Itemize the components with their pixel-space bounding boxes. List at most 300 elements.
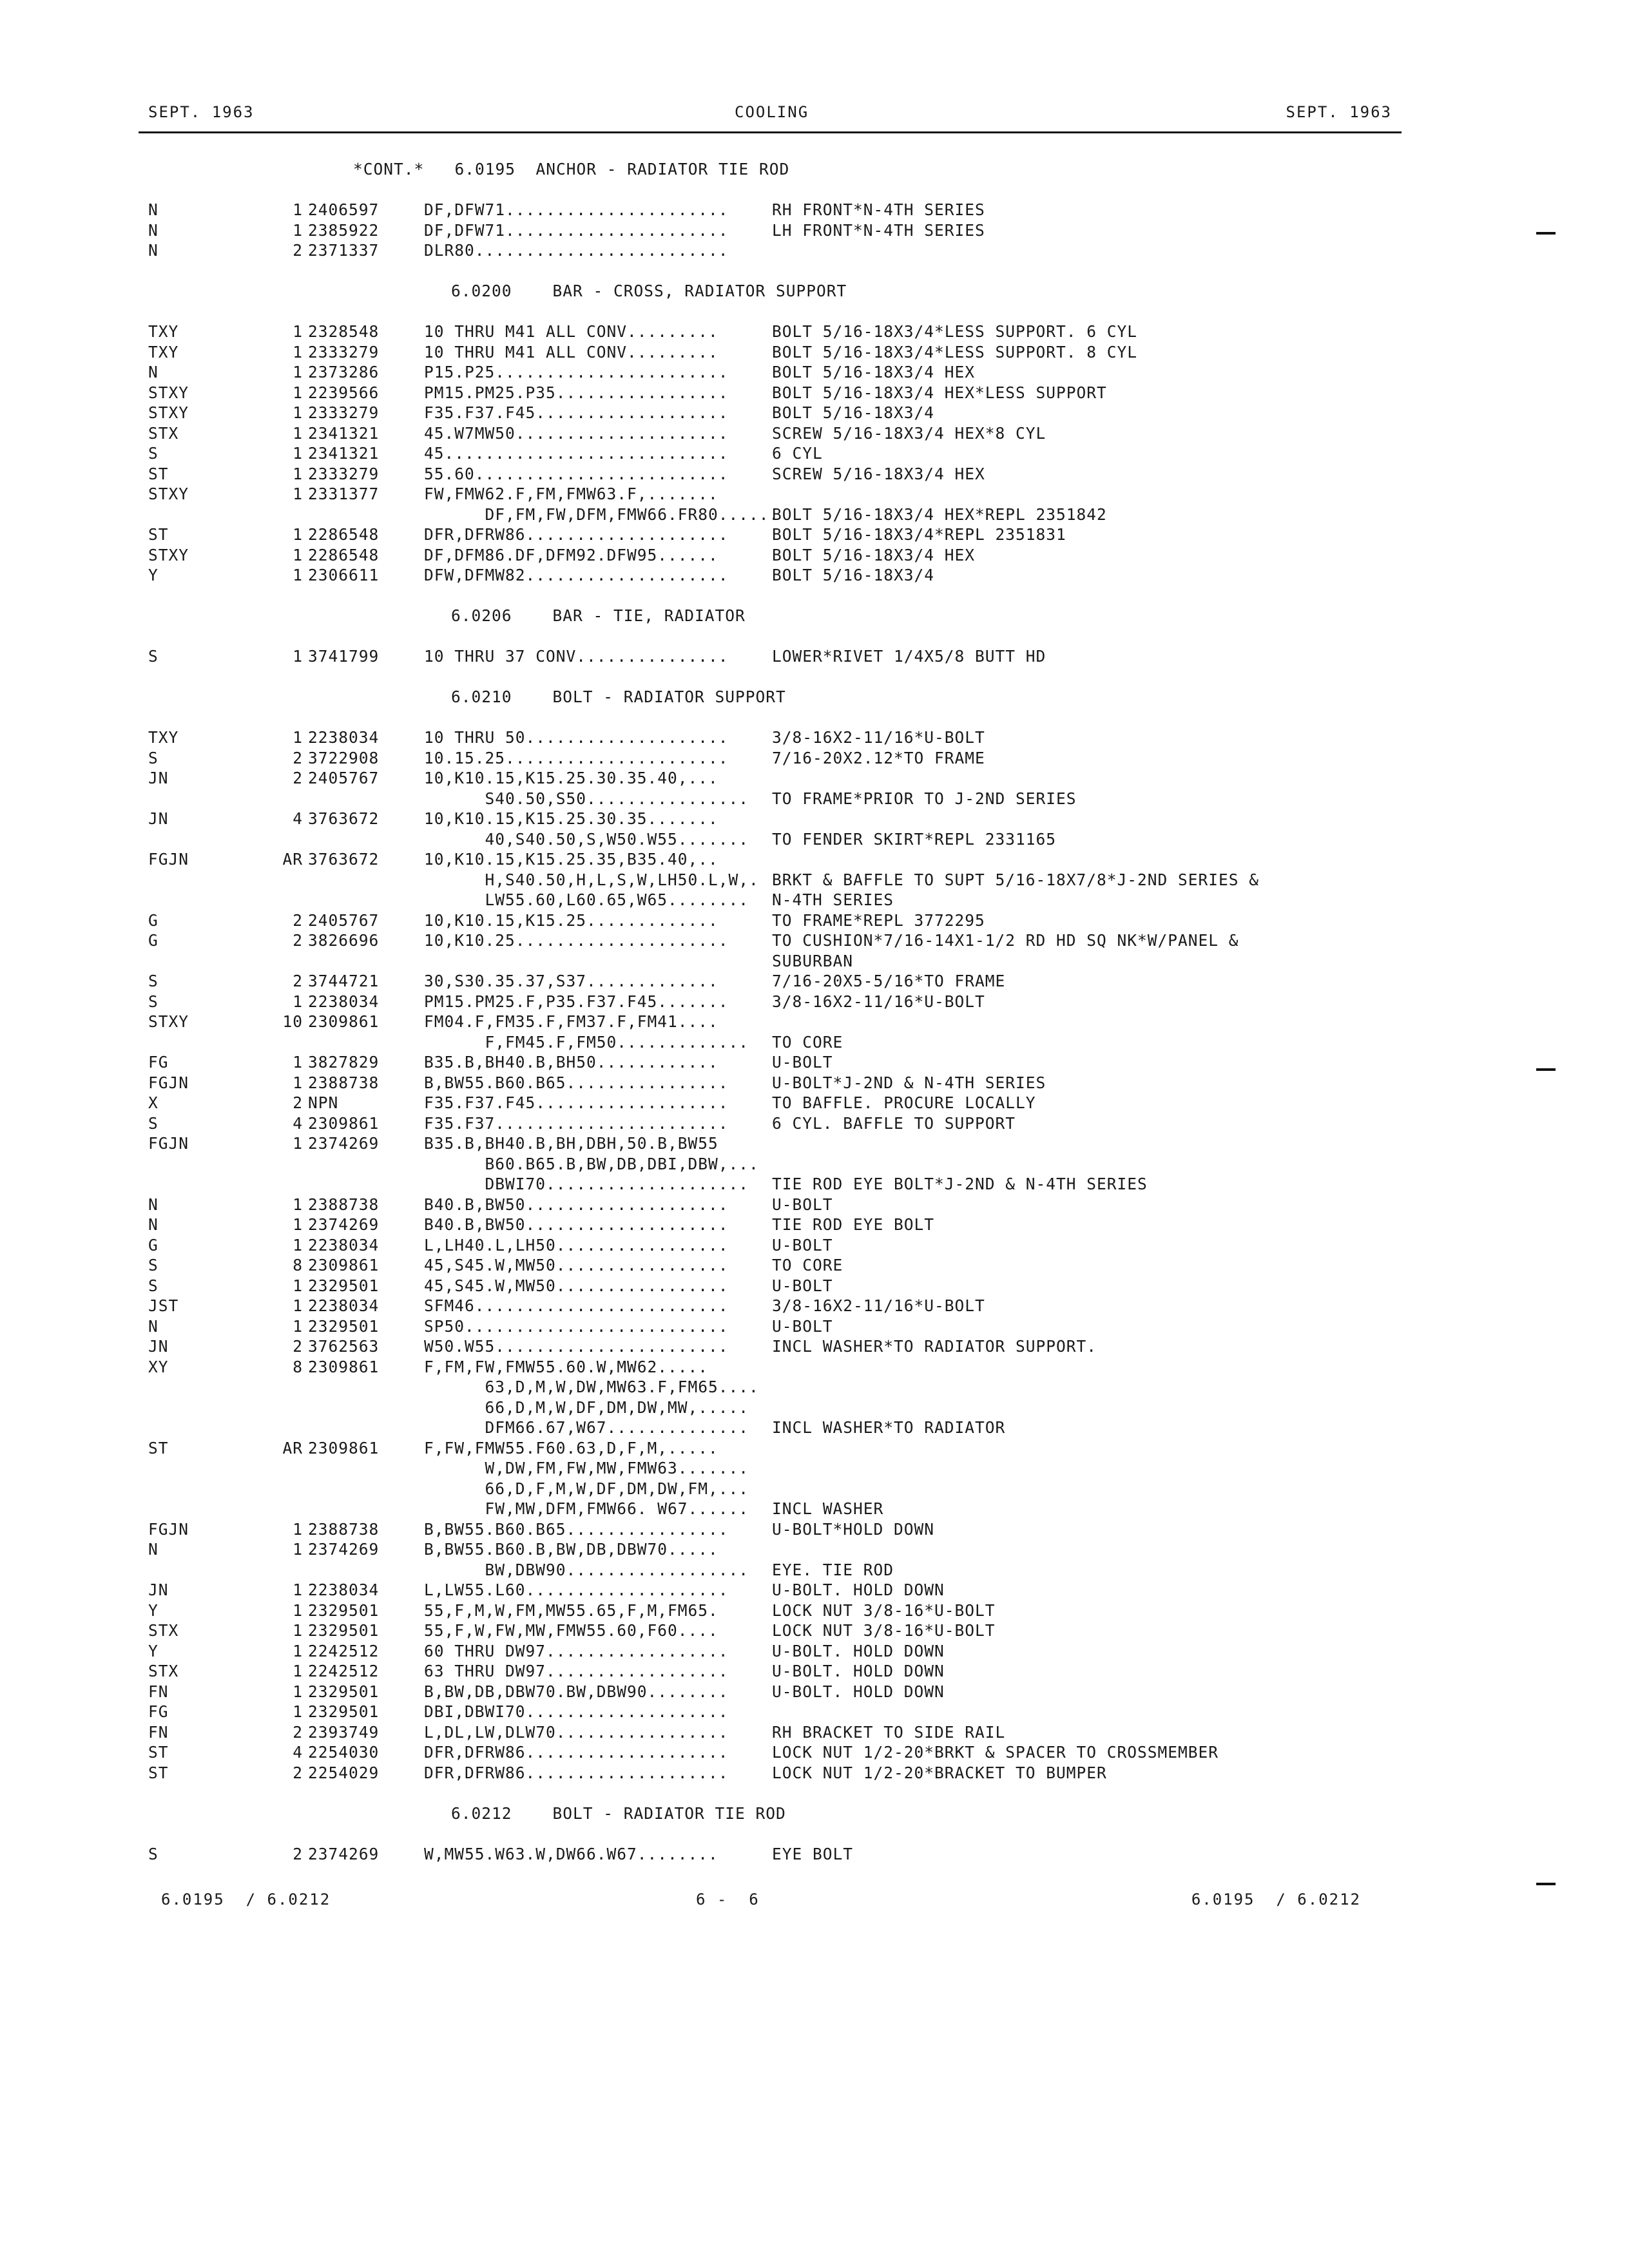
parts-row [0,220,1629,241]
model-applicability: F,FM45.F,FM50............. [424,1032,749,1052]
quantity: 10 [282,1012,303,1031]
model-applicability: 55,F,M,W,FM,MW55.65,F,M,FM65. [424,1600,718,1620]
quantity: 2 [293,748,303,767]
part-number: 2238034 [308,1296,380,1315]
model-applicability: 10.15.25...................... [424,748,729,767]
part-number: 2329501 [308,1600,380,1620]
parts-row [0,1661,1629,1682]
part-description: TO CORE [772,1256,843,1274]
section-title: 6.0210 BOLT - RADIATOR SUPPORT [451,687,786,706]
part-description: BOLT 5/16-18X3/4*LESS SUPPORT. 8 CYL [772,342,1138,361]
parts-row [0,1215,1629,1235]
model-code: JN [148,809,169,828]
parts-list [0,159,1629,1864]
model-code: TXY [148,728,179,747]
part-number: 2238034 [308,1235,380,1254]
parts-row [0,464,1629,485]
quantity: 1 [293,992,303,1011]
quantity: 1 [293,1600,303,1620]
quantity: 1 [293,403,303,422]
part-description: INCL WASHER*TO RADIATOR [772,1418,1006,1437]
model-code: STXY [148,383,189,402]
model-applicability: DFR,DFRW86.................... [424,1743,729,1762]
quantity: 1 [293,728,303,747]
model-code: G [148,910,159,930]
part-number: 2238034 [308,992,380,1011]
footer-range-right: 6.0195 / 6.0212 [1191,1890,1361,1908]
margin-mark [1536,1883,1556,1885]
parts-row [0,443,1629,464]
quantity: 1 [293,1215,303,1234]
quantity: 1 [293,1134,303,1153]
model-code: TXY [148,342,179,361]
model-code: N [148,241,159,260]
part-number: 2329501 [308,1682,380,1701]
parts-row [0,1580,1629,1600]
model-applicability: 10 THRU 37 CONV............... [424,647,729,666]
part-description: LH FRONT*N-4TH SERIES [772,220,985,240]
parts-row [0,1458,1629,1479]
quantity: 1 [293,525,303,544]
part-description: LOWER*RIVET 1/4X5/8 BUTT HD [772,647,1046,666]
part-number: NPN [308,1093,339,1112]
model-code: FGJN [148,850,189,869]
part-description: TO FRAME*REPL 3772295 [772,910,985,930]
page-header [148,98,1392,129]
parts-row [0,1336,1629,1357]
model-code: N [148,1215,159,1234]
model-code: G [148,1235,159,1254]
model-applicability: B,BW55.B60.B65................ [424,1073,729,1092]
part-number: 2393749 [308,1722,380,1742]
part-description: TO BAFFLE. PROCURE LOCALLY [772,1093,1036,1112]
part-number: 3741799 [308,647,380,666]
part-description: 3/8-16X2-11/16*U-BOLT [772,992,985,1011]
model-code: STXY [148,545,189,564]
section-heading [0,159,1629,180]
quantity: 1 [293,1519,303,1539]
model-applicability: 10,K10.15,K15.25............. [424,910,718,930]
model-applicability: 10 THRU M41 ALL CONV......... [424,322,718,341]
model-applicability: 66,D,M,W,DF,DM,DW,MW,..... [424,1398,749,1417]
model-applicability: SFM46......................... [424,1296,729,1315]
model-code: G [148,931,159,950]
model-applicability: 10,K10.15,K15.25.30.35....... [424,809,718,828]
parts-row [0,1276,1629,1296]
part-number: 2286548 [308,545,380,564]
model-applicability: 66,D,F,M,W,DF,DM,DW,FM,... [424,1479,749,1498]
quantity: 8 [293,1357,303,1376]
model-applicability: W,MW55.W63.W,DW66.W67........ [424,1844,718,1863]
quantity: 1 [293,1316,303,1336]
quantity: 1 [293,1702,303,1721]
quantity: 1 [293,1195,303,1214]
parts-row [0,1357,1629,1378]
model-applicability: F,FM,FW,FMW55.60.W,MW62..... [424,1357,709,1376]
parts-row [0,951,1629,972]
parts-row [0,789,1629,809]
part-number: 2242512 [308,1662,380,1680]
footer-range-left: 6.0195 / 6.0212 [161,1890,331,1908]
model-applicability: DLR80......................... [424,241,729,260]
part-description: U-BOLT [772,1235,833,1254]
blank-line [0,302,1629,322]
model-applicability: DF,DFW71...................... [424,200,729,219]
quantity: 1 [293,1581,303,1599]
quantity: 2 [293,1093,303,1112]
quantity: 2 [293,1337,303,1356]
part-description: BOLT 5/16-18X3/4 HEX*LESS SUPPORT [772,383,1107,402]
parts-row [0,1600,1629,1621]
model-code: ST [148,1438,169,1457]
blank-line [0,261,1629,282]
part-number: 2309861 [308,1438,380,1457]
part-description: BOLT 5/16-18X3/4 HEX*REPL 2351842 [772,505,1107,524]
model-code: S [148,1276,159,1295]
part-number: 2239566 [308,383,380,402]
parts-row [0,524,1629,545]
part-description: BRKT & BAFFLE TO SUPT 5/16-18X7/8*J-2ND SERIES & [772,870,1260,889]
part-description: 7/16-20X2.12*TO FRAME [772,748,985,767]
model-code: FGJN [148,1073,189,1092]
parts-row [0,1073,1629,1093]
parts-row [0,930,1629,951]
part-number: 3827829 [308,1053,380,1072]
quantity: 1 [293,1276,303,1295]
blank-line [0,626,1629,647]
parts-row [0,890,1629,910]
model-code: ST [148,1763,169,1782]
quantity: 1 [293,200,303,219]
model-applicability: PM15.PM25.F,P35.F37.F45....... [424,992,729,1011]
model-code: X [148,1093,159,1112]
part-description: BOLT 5/16-18X3/4 HEX [772,363,976,381]
parts-row [0,768,1629,789]
part-description: U-BOLT [772,1316,833,1336]
parts-row [0,403,1629,423]
section-heading [0,281,1629,302]
parts-row [0,1316,1629,1337]
parts-row [0,646,1629,667]
parts-row [0,1722,1629,1743]
model-applicability: SP50.......................... [424,1316,729,1336]
parts-row [0,992,1629,1012]
model-applicability: 60 THRU DW97.................. [424,1641,729,1660]
part-number: 2238034 [308,1581,380,1599]
part-number: 2309861 [308,1256,380,1274]
header-date-left: SEPT. 1963 [148,103,255,121]
part-description: U-BOLT [772,1276,833,1295]
quantity: 2 [293,1844,303,1863]
quantity: 1 [293,1053,303,1072]
parts-row [0,1195,1629,1215]
part-description: LOCK NUT 1/2-20*BRACKET TO BUMPER [772,1763,1107,1782]
parts-row [0,1682,1629,1702]
model-applicability: H,S40.50,H,L,S,W,LH50.L,W,. [424,870,759,889]
parts-row [0,1539,1629,1560]
quantity: 1 [293,220,303,240]
quantity: AR [282,1438,303,1457]
quantity: 4 [293,1113,303,1133]
quantity: 2 [293,1722,303,1742]
part-description: U-BOLT. HOLD DOWN [772,1641,945,1660]
model-code: FN [148,1682,169,1701]
model-code: JN [148,1337,169,1356]
model-code: S [148,992,159,1011]
quantity: AR [282,850,303,869]
part-description: U-BOLT*J-2ND & N-4TH SERIES [772,1073,1046,1092]
part-description: BOLT 5/16-18X3/4 HEX [772,545,976,564]
part-description: TO CUSHION*7/16-14X1-1/2 RD HD SQ NK*W/PANEL & [772,931,1239,950]
model-applicability: DBWI70.................... [424,1175,749,1193]
part-number: 2374269 [308,1134,380,1153]
parts-row [0,1418,1629,1438]
part-number: 3763672 [308,809,380,828]
quantity: 1 [293,1662,303,1680]
part-number: 2309861 [308,1012,380,1031]
model-applicability: DF,FM,FW,DFM,FMW66.FR80...... [424,505,780,524]
model-code: S [148,1844,159,1863]
model-applicability: 45,S45.W,MW50................. [424,1276,729,1295]
part-description: 6 CYL. BAFFLE TO SUPPORT [772,1113,1016,1133]
parts-row [0,484,1629,505]
part-number: 2309861 [308,1357,380,1376]
part-number: 2371337 [308,241,380,260]
model-code: ST [148,1743,169,1762]
parts-row [0,1479,1629,1499]
model-applicability: F35.F37.F45................... [424,403,729,422]
part-number: 2328548 [308,322,380,341]
blank-line [0,586,1629,606]
parts-row [0,809,1629,829]
model-code: JN [148,1581,169,1599]
parts-row [0,1032,1629,1053]
model-applicability: FW,FMW62.F,FM,FMW63.F,....... [424,485,718,503]
model-code: N [148,1195,159,1214]
parts-row [0,1620,1629,1641]
section-title: 6.0200 BAR - CROSS, RADIATOR SUPPORT [451,282,847,300]
part-number: 2333279 [308,403,380,422]
model-code: TXY [148,322,179,341]
part-description: TO CORE [772,1032,843,1052]
model-applicability: F35.F37....................... [424,1113,729,1133]
header-date-right: SEPT. 1963 [1286,103,1392,121]
model-applicability: FM04.F,FM35.F,FM37.F,FM41.... [424,1012,718,1031]
model-code: STX [148,1662,179,1680]
quantity: 1 [293,363,303,381]
model-applicability: W50.W55....................... [424,1337,729,1356]
model-code: FGJN [148,1519,189,1539]
part-description: N-4TH SERIES [772,890,894,909]
model-code: S [148,444,159,463]
model-applicability: DBI,DBWI70.................... [424,1702,729,1721]
model-applicability: B,BW55.B60.B65................ [424,1519,729,1539]
header-section-title: COOLING [735,103,809,121]
model-code: FN [148,1722,169,1742]
model-code: ST [148,525,169,544]
quantity: 1 [293,1296,303,1315]
quantity: 1 [293,383,303,402]
parts-row [0,849,1629,870]
model-code: Y [148,1600,159,1620]
model-applicability: L,LW55.L60.................... [424,1581,729,1599]
page-footer [148,1890,1392,1916]
model-code: JST [148,1296,179,1315]
parts-row [0,1438,1629,1459]
model-code: STXY [148,1012,189,1031]
model-applicability: B,BW55.B60.B,BW,DB,DBW70..... [424,1540,718,1559]
parts-row [0,1377,1629,1398]
model-code: FG [148,1053,169,1072]
quantity: 1 [293,1682,303,1701]
part-description: U-BOLT. HOLD DOWN [772,1682,945,1701]
model-code: N [148,363,159,381]
blank-line [0,180,1629,200]
part-description: U-BOLT [772,1053,833,1072]
part-description: TIE ROD EYE BOLT*J-2ND & N-4TH SERIES [772,1175,1148,1193]
parts-row [0,727,1629,748]
model-code: ST [148,464,169,483]
parts-row [0,1702,1629,1722]
parts-row [0,240,1629,261]
model-applicability: F35.F37.F45................... [424,1093,729,1112]
part-description: LOCK NUT 1/2-20*BRKT & SPACER TO CROSSMEMBER [772,1743,1219,1762]
part-description: EYE. TIE ROD [772,1560,894,1579]
part-number: 2329501 [308,1276,380,1295]
parts-row [0,383,1629,403]
model-applicability: P15.P25....................... [424,363,729,381]
quantity: 1 [293,1540,303,1559]
margin-mark [1536,1068,1556,1071]
part-description: U-BOLT. HOLD DOWN [772,1662,945,1680]
quantity: 1 [293,322,303,341]
quantity: 1 [293,423,303,443]
part-number: 2374269 [308,1844,380,1863]
part-number: 2405767 [308,769,380,787]
quantity: 2 [293,769,303,787]
model-applicability: L,LH40.L,LH50................. [424,1235,729,1254]
part-description: U-BOLT*HOLD DOWN [772,1519,935,1539]
model-applicability: DFR,DFRW86.................... [424,525,729,544]
model-applicability: 30,S30.35.37,S37............. [424,972,718,990]
part-number: 2254029 [308,1763,380,1782]
model-applicability: LW55.60,L60.65,W65........ [424,890,749,909]
section-heading [0,606,1629,626]
parts-row [0,565,1629,586]
parts-row [0,545,1629,566]
parts-row [0,829,1629,850]
quantity: 1 [293,464,303,483]
part-number: 2341321 [308,444,380,463]
parts-row [0,322,1629,342]
part-number: 2388738 [308,1073,380,1092]
model-applicability: 10,K10.15,K15.25.30.35.40,... [424,769,718,787]
parts-row [0,1560,1629,1581]
part-number: 3722908 [308,748,380,767]
model-applicability: PM15.PM25.P35................. [424,383,729,402]
parts-row [0,505,1629,525]
parts-row [0,1113,1629,1134]
model-code: Y [148,566,159,584]
model-applicability: 55,F,W,FW,MW,FMW55.60,F60.... [424,1621,718,1640]
part-description: 3/8-16X2-11/16*U-BOLT [772,1296,985,1315]
model-code: S [148,748,159,767]
model-code: N [148,220,159,240]
quantity: 2 [293,241,303,260]
part-number: 2331377 [308,485,380,503]
quantity: 2 [293,1763,303,1782]
part-number: 2254030 [308,1743,380,1762]
part-description: SCREW 5/16-18X3/4 HEX [772,464,985,483]
part-number: 3744721 [308,972,380,990]
part-description: INCL WASHER [772,1499,884,1518]
model-code: STX [148,1621,179,1640]
part-description: 3/8-16X2-11/16*U-BOLT [772,728,985,747]
model-code: S [148,647,159,666]
part-number: 2329501 [308,1316,380,1336]
parts-row [0,1844,1629,1865]
parts-row [0,971,1629,992]
model-applicability: DF,DFW71...................... [424,220,729,240]
parts-row [0,1763,1629,1783]
model-applicability: DFR,DFRW86.................... [424,1763,729,1782]
part-number: 3763672 [308,850,380,869]
model-code: STXY [148,403,189,422]
model-applicability: 63 THRU DW97.................. [424,1662,729,1680]
section-title: 6.0212 BOLT - RADIATOR TIE ROD [451,1803,786,1823]
part-description: SCREW 5/16-18X3/4 HEX*8 CYL [772,423,1046,443]
blank-line [0,707,1629,728]
section-heading [0,1803,1629,1824]
model-applicability: S40.50,S50................ [424,789,749,808]
part-number: 2306611 [308,566,380,584]
section-title: *CONT.* 6.0195 ANCHOR - RADIATOR TIE ROD [353,160,790,178]
quantity: 1 [293,566,303,584]
part-number: 2333279 [308,342,380,361]
model-code: STXY [148,485,189,503]
model-code: FG [148,1702,169,1721]
model-code: JN [148,769,169,787]
part-description: BOLT 5/16-18X3/4*REPL 2351831 [772,525,1066,544]
part-description: 6 CYL [772,444,823,463]
part-number: 2341321 [308,423,380,443]
parts-row [0,1154,1629,1175]
model-applicability: L,DL,LW,DLW70................. [424,1722,729,1742]
part-description: 7/16-20X5-5/16*TO FRAME [772,972,1006,990]
part-number: 2329501 [308,1702,380,1721]
parts-row [0,342,1629,363]
parts-row [0,1641,1629,1662]
parts-row [0,1742,1629,1763]
model-applicability: 10 THRU M41 ALL CONV......... [424,342,718,361]
part-description: U-BOLT [772,1195,833,1214]
quantity: 4 [293,809,303,828]
quantity: 1 [293,1641,303,1660]
parts-row [0,1255,1629,1276]
part-description: BOLT 5/16-18X3/4*LESS SUPPORT. 6 CYL [772,322,1138,341]
quantity: 4 [293,1743,303,1762]
part-number: 2406597 [308,200,380,219]
part-number: 2309861 [308,1113,380,1133]
model-applicability: DFW,DFMW82.................... [424,566,729,584]
model-applicability: B35.B,BH40.B,BH50............ [424,1053,718,1072]
model-applicability: B40.B,BW50.................... [424,1195,729,1214]
model-applicability: 40,S40.50,S,W50.W55....... [424,829,749,849]
section-heading [0,687,1629,707]
model-applicability: B60.B65.B,BW,DB,DBI,DBW,... [424,1154,759,1173]
part-description: SUBURBAN [772,951,854,970]
part-number: 2333279 [308,464,380,483]
